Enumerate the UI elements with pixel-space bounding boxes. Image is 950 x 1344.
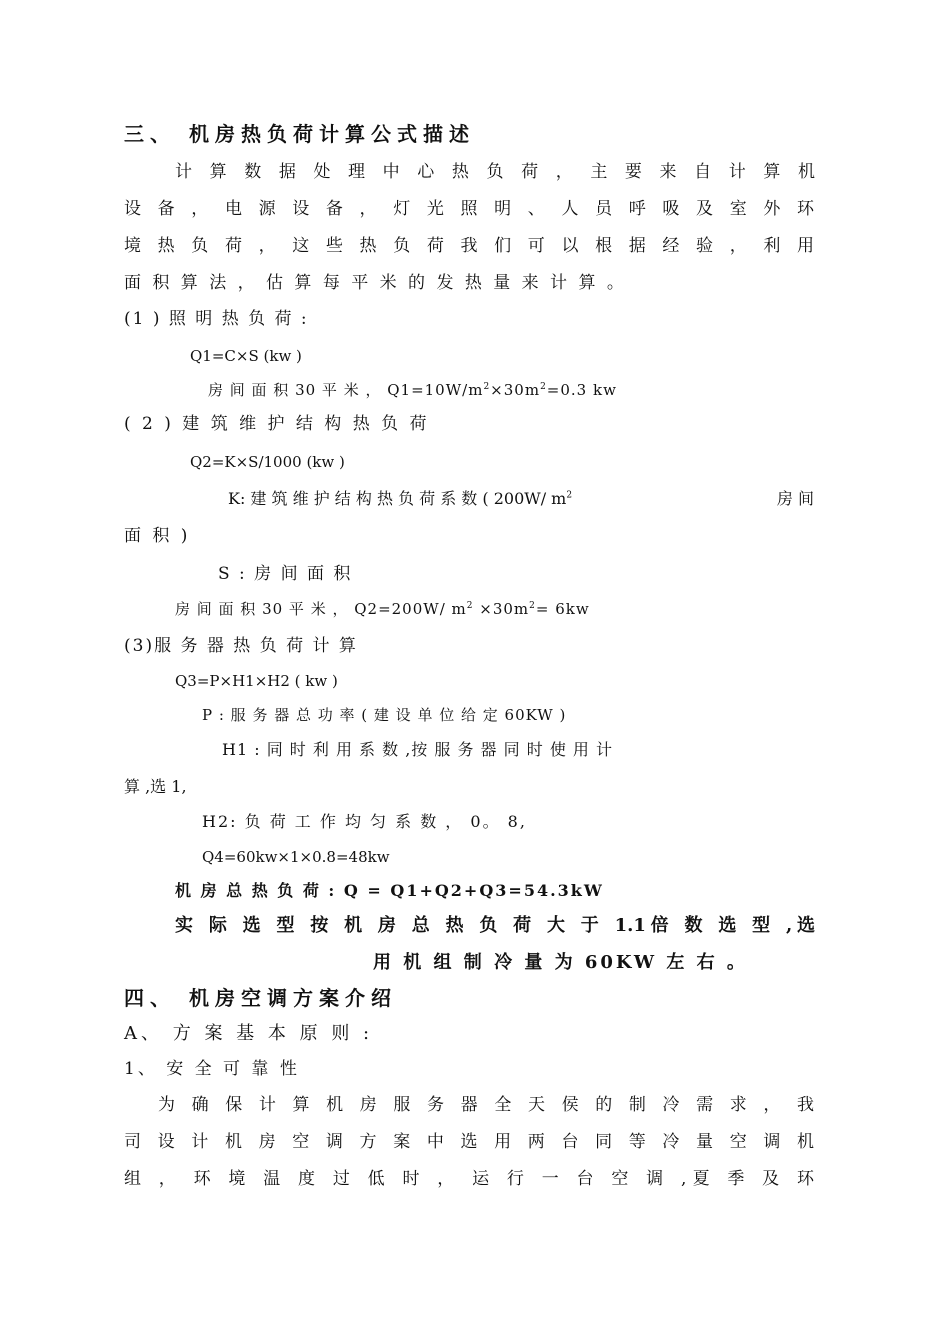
superscript: 2	[566, 490, 573, 501]
item2-k-post: 房 间	[776, 489, 814, 508]
item3-formula: Q3=P×H1×H2 ( kw )	[175, 672, 338, 690]
section4-body-line-3: 组 ， 环 境 温 度 过 低 时 ， 运 行 一 台 空 调 ,夏 季 及 环	[124, 1169, 814, 1189]
superscript: 2	[540, 382, 547, 392]
item2-formula: Q2=K×S/1000 (kw )	[190, 453, 345, 471]
item1-example	[208, 378, 617, 402]
item1-example-post: =0.3 kw	[546, 381, 617, 399]
item3-h2-desc: H2: 负 荷 工 作 均 匀 系 数 ， 0。 8,	[202, 812, 527, 831]
intro-line-1: 计 算 数 据 处 理 中 心 热 负 荷 ， 主 要 来 自 计 算 机	[175, 162, 815, 182]
item1-formula: Q1=C×S (kw )	[190, 347, 302, 365]
item2-s-desc: S : 房 间 面 积	[218, 564, 353, 584]
section4-point1: 1、 安 全 可 靠 性	[124, 1059, 300, 1079]
item2-example-post: = 6kw	[535, 600, 590, 618]
section4-body-line-1: 为 确 保 计 算 机 房 服 务 器 全 天 侯 的 制 冷 需 求 ， 我	[158, 1095, 814, 1115]
section4-body-line-2: 司 设 计 机 房 空 调 方 案 中 选 用 两 台 同 等 冷 量 空 调 机	[124, 1132, 814, 1152]
superscript: 2	[529, 601, 536, 611]
item1-example-pre: 房 间 面 积 30 平 米 ， Q1=10W/m	[208, 381, 484, 399]
item2-example-pre: 房 间 面 积 30 平 米 ， Q2=200W/ m	[175, 600, 467, 618]
item2-k-cont: 面 积 )	[124, 526, 191, 546]
total-heat-load: 机 房 总 热 负 荷 : Q = Q1+Q2+Q3=54.3kW	[175, 881, 604, 900]
item3-h1-cont: 算 ,选 1,	[124, 777, 187, 796]
superscript: 2	[466, 601, 474, 611]
item2-k-desc	[228, 487, 814, 511]
item2-title: ( 2 ) 建 筑 维 护 结 构 热 负 荷	[124, 414, 430, 434]
intro-line-3: 境 热 负 荷 ， 这 些 热 负 荷 我 们 可 以 根 据 经 验 ， 利 用	[124, 236, 814, 256]
selection-line-1: 实 际 选 型 按 机 房 总 热 负 荷 大 于 1.1倍 数 选 型 ,选	[175, 915, 815, 936]
section4-sub-a: A、 方 案 基 本 原 则 :	[124, 1023, 374, 1044]
item2-k-pre: K: 建 筑 维 护 结 构 热 负 荷 系 数 ( 200W/ m	[228, 489, 567, 508]
item3-h1-desc: H1 : 同 时 利 用 系 数 ,按 服 务 器 同 时 使 用 计	[222, 740, 613, 759]
item3-title: (3)服 务 器 热 负 荷 计 算	[124, 636, 358, 656]
item1-example-mid: ×30m	[490, 381, 541, 399]
item3-p-desc: P : 服 务 器 总 功 率 ( 建 设 单 位 给 定 60KW )	[202, 706, 567, 724]
section3-heading: 三、 机房热负荷计算公式描述	[124, 122, 475, 146]
superscript: 2	[483, 382, 491, 392]
section4-heading: 四、 机房空调方案介绍	[124, 986, 397, 1010]
intro-line-4: 面 积 算 法 ， 估 算 每 平 米 的 发 热 量 来 计 算 。	[124, 273, 627, 293]
selection-line-2: 用 机 组 制 冷 量 为 60KW 左 右 。	[373, 952, 748, 973]
item2-example	[175, 597, 590, 621]
intro-line-2: 设 备 ， 电 源 设 备 ， 灯 光 照 明 、 人 员 呼 吸 及 室 外 环	[124, 199, 814, 219]
item3-q4: Q4=60kw×1×0.8=48kw	[202, 848, 390, 866]
item2-example-mid: ×30m	[473, 600, 530, 618]
item1-title: (1 ) 照 明 热 负 荷 :	[124, 309, 309, 329]
